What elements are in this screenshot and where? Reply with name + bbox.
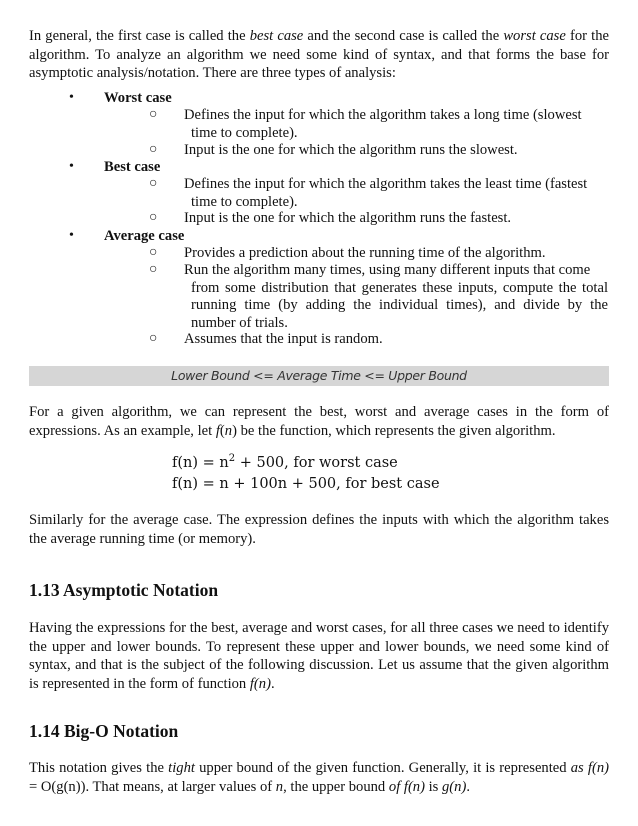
bigo-g: g(n) <box>442 778 467 795</box>
equation-lhs: f(n) = n <box>172 454 229 471</box>
equation-exponent: 2 <box>228 453 236 464</box>
analysis-label: Best case <box>104 159 161 175</box>
worst-case-term: worst case <box>503 28 566 44</box>
bigo-text-4: , the upper bound <box>283 778 389 795</box>
average-case-paragraph: Similarly for the average case. The expression defines the inputs with which the algorithm takes the average running time (or memory). <box>29 512 609 547</box>
bigo-as-fn: as f(n) <box>570 760 609 776</box>
best-case-term: best case <box>249 28 304 44</box>
function-arg: n <box>224 422 233 439</box>
asymptotic-text: Having the expressions for the best, average and worst cases, for all three cases we need to identify the upper and lower bounds. To represent these upper and lower bounds, we need some kind of syntax, and that is the subject of the following discussion. Let us assume that the given algorithm is represented in the form of function <box>29 620 609 692</box>
analysis-item-best <box>29 159 609 177</box>
equation-rhs: + 500, for worst case <box>235 454 398 471</box>
sub-item-text-cont: time to complete). <box>191 124 298 141</box>
intro-text-1: In general, the first case is called the <box>29 28 250 44</box>
sub-item-text: Assumes that the input is random. <box>184 331 383 347</box>
analysis-label: Worst case <box>104 90 172 106</box>
circle-bullet-icon: ○ <box>149 245 158 260</box>
section-heading-big-o: 1.14 Big-O Notation <box>29 721 179 741</box>
bigo-text-3: = O(g(n)). That means, at larger values of <box>29 778 276 795</box>
equation-best <box>172 476 440 492</box>
bound-relation-banner: Lower Bound <= Average Time <= Upper Bound <box>29 366 609 386</box>
asymptotic-paragraph <box>29 619 609 693</box>
para2-text-2: be the function, which represents the given algorithm. <box>236 422 556 439</box>
bigo-of-fn: of f(n) <box>388 778 425 795</box>
analysis-item-average <box>29 228 609 246</box>
analysis-label: Average case <box>104 228 185 244</box>
section-heading-asymptotic: 1.13 Asymptotic Notation <box>29 580 219 600</box>
function-name: f <box>215 422 220 439</box>
analysis-item-worst <box>29 90 609 108</box>
bigo-n: n <box>275 778 284 795</box>
sub-item-text: Defines the input for which the algorithm takes a long time (slowest <box>184 107 582 123</box>
intro-text-3: for the algorithm. To analyze an algorithm we need some kind of syntax, and that forms the base for asymptotic analysis/notation. There are three types of analysis: <box>29 28 609 81</box>
equation-worst <box>172 453 398 471</box>
bigo-text-1: This notation gives the <box>29 760 169 776</box>
big-o-paragraph <box>29 759 609 796</box>
period: . <box>270 675 275 692</box>
sub-item-text: Run the algorithm many times, using many different inputs that come <box>184 262 591 278</box>
sub-item-text: Provides a prediction about the running time of the algorithm. <box>184 245 546 261</box>
bullet-icon: • <box>69 90 74 105</box>
bullet-icon: • <box>69 159 74 174</box>
equation-text: f(n) = n + 100n + 500, for best case <box>172 476 440 492</box>
circle-bullet-icon: ○ <box>149 107 158 122</box>
sub-item-text: Input is the one for which the algorithm runs the slowest. <box>184 142 518 158</box>
circle-bullet-icon: ○ <box>149 176 158 191</box>
circle-bullet-icon: ○ <box>149 262 158 277</box>
circle-bullet-icon: ○ <box>149 210 158 225</box>
bigo-period: . <box>466 778 470 795</box>
sub-item-text-cont: from some distribution that generates these inputs, compute the total running time (by adding the individual times), and divide by the number of trials. <box>191 279 608 331</box>
tight-term: tight <box>168 760 195 776</box>
intro-text-2: and the second case is called the <box>303 28 504 44</box>
sub-item-text-cont: time to complete). <box>191 193 298 210</box>
bigo-text-5: is <box>424 778 442 795</box>
sub-item-text: Defines the input for which the algorithm takes the least time (fastest <box>184 176 588 192</box>
intro-paragraph <box>29 27 609 83</box>
expressions-paragraph: For a given algorithm, we can represent the best, worst and average cases in the form of expressions. As an example, let f(n) be the function, which represents the given algorithm. <box>29 404 609 439</box>
circle-bullet-icon: ○ <box>149 331 158 346</box>
sub-item-text: Input is the one for which the algorithm runs the fastest. <box>184 210 512 226</box>
para2-text-1: For a given algorithm, we can represent the best, worst and average cases in the form of expressions. As an example, let <box>29 404 609 439</box>
bullet-icon: • <box>69 228 74 243</box>
function-name: f(n) <box>249 675 271 692</box>
bigo-text-2: upper bound of the given function. Generally, it is represented <box>194 760 571 776</box>
circle-bullet-icon: ○ <box>149 142 158 157</box>
